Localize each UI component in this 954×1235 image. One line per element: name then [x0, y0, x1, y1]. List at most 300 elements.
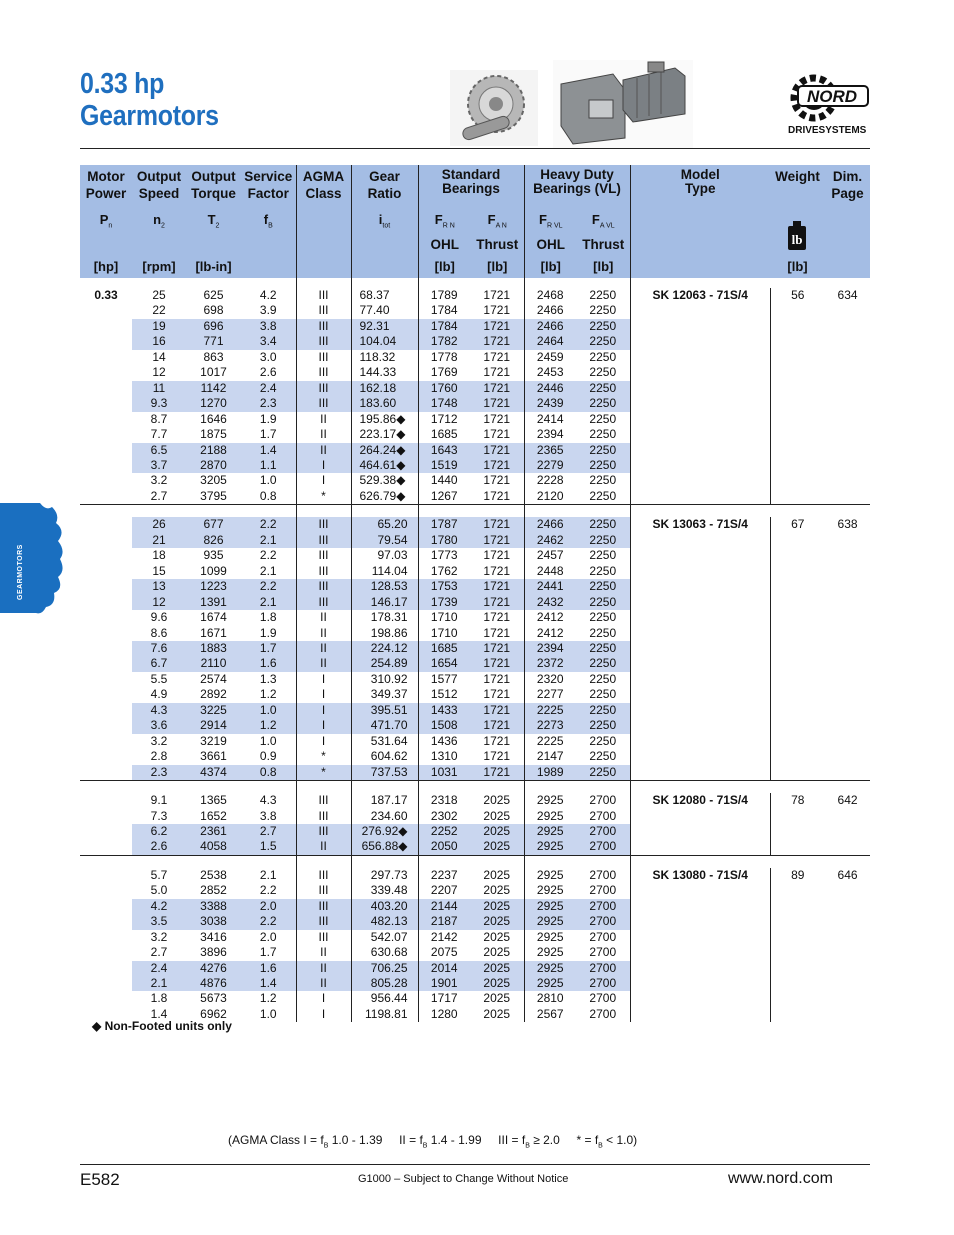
cell-output-torque: 1142: [186, 381, 241, 396]
cell-fan-thrust: 1721: [470, 656, 524, 671]
cell-model-type: [630, 656, 770, 671]
cell-model-type: [630, 824, 770, 839]
separator-cell: [351, 278, 418, 288]
cell-agma-class: II: [296, 945, 351, 960]
cell-agma-class: *: [296, 749, 351, 764]
cell-gear-ratio: 956.44: [351, 991, 418, 1006]
cell-output-speed: 5.5: [150, 671, 168, 686]
table-row: [80, 765, 870, 781]
cell-output-speed: 16: [132, 334, 186, 349]
cell-dim-page: [825, 427, 870, 442]
symbol-t2: [186, 212, 241, 230]
cell-dim-page: [825, 687, 870, 702]
cell-frvl-ohl: 2446: [524, 381, 576, 396]
cell-gear-ratio: 146.17: [351, 595, 418, 610]
cell-output-speed: 4.2: [132, 899, 186, 914]
cell-gear-ratio: 114.04: [351, 564, 418, 579]
cell-dim-page: [825, 824, 870, 839]
cell-service-factor: 3.4: [241, 334, 296, 349]
cell-weight: [770, 976, 825, 991]
cell-frn-ohl: 1762: [418, 564, 470, 579]
cell-weight: [770, 381, 825, 396]
cell-favl-thrust: 2250: [576, 718, 630, 733]
cell-gear-ratio: 349.37: [351, 687, 418, 702]
group-separator: [80, 855, 870, 868]
cell-fan-thrust: 2025: [470, 839, 524, 855]
cell-motor-power: [80, 824, 132, 839]
table-row: [80, 473, 870, 488]
cell-motor-power: [80, 809, 132, 824]
cell-gear-ratio: 339.48: [351, 883, 418, 898]
cell-agma-class: I: [296, 991, 351, 1006]
cell-service-factor: 0.9: [259, 749, 277, 764]
cell-gear-ratio: 104.04: [351, 334, 418, 349]
separator-cell: [576, 855, 630, 868]
cell-agma-class: I: [296, 687, 351, 702]
separator-cell: [351, 781, 418, 794]
cell-output-speed: 4.9: [150, 687, 168, 702]
cell-frvl-ohl: 2925: [524, 961, 576, 976]
cell-output-torque: 3205: [200, 473, 227, 488]
cell-agma-class: III: [296, 396, 351, 411]
symbol-text: f: [263, 212, 269, 227]
side-tab-label: GEARMOTORS: [17, 544, 24, 600]
page-title: [80, 68, 219, 132]
symbol-frn: [419, 212, 472, 230]
cell-motor-power: [80, 672, 132, 687]
cell-favl-thrust: 2700: [576, 914, 630, 929]
cell-service-factor: 1.9: [259, 625, 277, 640]
cell-favl-thrust: 2700: [589, 808, 617, 823]
cell-frvl-ohl: 1989: [524, 765, 576, 781]
cell-model-type: [630, 610, 770, 625]
cell-agma-class: III: [296, 365, 351, 380]
cell-service-factor: 1.1: [241, 458, 296, 473]
cell-gear-ratio: 805.28: [351, 976, 418, 991]
cell-gear-ratio: 178.31: [351, 610, 418, 625]
cell-gear-ratio: 77.40: [351, 303, 418, 318]
cell-output-speed: 1.4: [150, 1006, 168, 1021]
cell-output-torque: 2110: [186, 656, 241, 671]
cell-frvl-ohl: 2925: [524, 899, 576, 914]
cell-output-speed: 12: [152, 365, 166, 380]
separator-cell: [630, 505, 770, 518]
cell-service-factor: 1.9: [259, 411, 277, 426]
cell-frn-ohl: 1643: [418, 443, 470, 458]
cell-frn-ohl: 1784: [418, 303, 470, 318]
cell-service-factor: 2.1: [241, 533, 296, 548]
cell-model-type: [630, 626, 770, 641]
cell-model-type: [630, 365, 770, 380]
table-row: [80, 809, 870, 824]
cell-service-factor: 1.7: [259, 427, 277, 442]
cell-frn-ohl: 1512: [418, 687, 470, 702]
cell-weight: [770, 687, 825, 702]
cell-dim-page: [825, 473, 870, 488]
cell-output-speed: 2.7: [150, 488, 168, 503]
cell-frn-ohl: 1760: [418, 381, 470, 396]
cell-output-speed: 3.7: [132, 458, 186, 473]
cell-frvl-ohl: 2925: [524, 839, 576, 855]
cell-weight: [770, 718, 825, 733]
cell-output-torque: 3225: [186, 703, 241, 718]
header-text: Class: [305, 186, 342, 201]
symbol-sub: 2: [161, 222, 165, 230]
cell-agma-class: I: [296, 672, 351, 687]
table-row: [80, 930, 870, 945]
cell-gear-ratio: 198.86: [351, 626, 418, 641]
table-row: [80, 489, 870, 505]
separator-cell: [825, 278, 870, 288]
header-text: Type: [685, 181, 716, 196]
cell-model-type: [630, 945, 770, 960]
table-body: [80, 278, 870, 1022]
cell-frvl-ohl: 2466: [524, 303, 576, 318]
cell-weight: [770, 991, 825, 1006]
cell-motor-power: [80, 319, 132, 334]
cell-dim-page: [825, 610, 870, 625]
cell-weight: [770, 473, 825, 488]
separator-cell: [132, 278, 186, 288]
cell-favl-thrust: 2250: [576, 381, 630, 396]
cell-fan-thrust: 1721: [470, 458, 524, 473]
cell-dim-page: [825, 672, 870, 687]
cell-gear-ratio: 183.60: [351, 396, 418, 411]
cell-output-torque: 2914: [186, 718, 241, 733]
cell-weight: [770, 824, 825, 839]
cell-frn-ohl: 1901: [418, 976, 470, 991]
cell-service-factor: 1.2: [241, 718, 296, 733]
cell-service-factor: 1.7: [259, 945, 277, 960]
table-row: [80, 443, 870, 458]
symbol-text: F: [434, 212, 443, 227]
cell-output-torque: 3219: [200, 733, 227, 748]
cell-gear-ratio: 542.07: [351, 930, 418, 945]
header-text: Dim.: [832, 169, 863, 184]
header-text: Motor: [87, 169, 125, 184]
cell-weight: [770, 595, 825, 610]
cell-frvl-ohl: 2365: [524, 443, 576, 458]
cell-service-factor: 2.2: [241, 579, 296, 594]
separator-cell: [186, 855, 241, 868]
cell-fan-thrust: 2025: [483, 1006, 511, 1021]
header-standard-bearings: [418, 165, 524, 278]
cell-frvl-ohl: 2372: [524, 656, 576, 671]
cell-favl-thrust: 2250: [589, 488, 617, 503]
cell-output-speed: 3.2: [150, 929, 168, 944]
cell-agma-class: III: [296, 930, 351, 945]
cell-weight: [770, 734, 825, 749]
cell-frn-ohl: 1712: [418, 412, 470, 427]
cell-frn-ohl: 1748: [418, 396, 470, 411]
separator-cell: [470, 278, 524, 288]
cell-fan-thrust: 1721: [483, 473, 511, 488]
cell-fan-thrust: 2025: [483, 991, 511, 1006]
footer-url[interactable]: www.nord.com: [728, 1170, 833, 1187]
table-row: [80, 899, 870, 914]
cell-frvl-ohl: 2459: [524, 350, 576, 365]
cell-output-torque: 3416: [200, 929, 227, 944]
cell-service-factor: 1.6: [241, 656, 296, 671]
table-row: [80, 427, 870, 442]
cell-output-torque: 2188: [186, 443, 241, 458]
cell-output-torque: 2852: [200, 883, 227, 898]
cell-gear-ratio: 234.60: [351, 809, 418, 824]
separator-cell: [132, 505, 186, 518]
cell-gear-ratio: 65.20: [351, 517, 418, 532]
cell-weight: [770, 365, 825, 380]
cell-output-speed: 9.6: [150, 610, 168, 625]
cell-gear-ratio: 92.31: [351, 319, 418, 334]
cell-frvl-ohl: 2441: [524, 579, 576, 594]
cell-service-factor: 2.6: [259, 365, 277, 380]
separator-cell: [186, 505, 241, 518]
cell-output-speed: 2.7: [150, 945, 168, 960]
cell-weight: 56: [770, 288, 825, 303]
table-row: [80, 718, 870, 733]
cell-fan-thrust: 1721: [483, 427, 511, 442]
cell-output-speed: 14: [152, 349, 166, 364]
cell-fan-thrust: 2025: [483, 945, 511, 960]
cell-weight: 78: [770, 793, 825, 808]
cell-output-torque: 677: [186, 517, 241, 532]
table-row: [80, 672, 870, 687]
cell-gear-ratio: 195.86◆: [351, 412, 418, 427]
symbol-text: P: [99, 212, 109, 227]
cell-gear-ratio: 118.32: [351, 350, 418, 365]
cell-gear-ratio: 531.64: [351, 734, 418, 749]
cell-motor-power: [80, 961, 132, 976]
cell-service-factor: 3.8: [259, 808, 277, 823]
separator-cell: [470, 781, 524, 794]
cell-frn-ohl: 1789: [418, 288, 470, 303]
cell-agma-class: II: [296, 427, 351, 442]
cell-frvl-ohl: 2466: [524, 517, 576, 532]
cell-frvl-ohl: 2464: [524, 334, 576, 349]
cell-dim-page: [825, 626, 870, 641]
cell-model-type: SK 13063 - 71S/4: [630, 517, 770, 532]
cell-service-factor: 2.3: [241, 396, 296, 411]
cell-output-torque: 3896: [200, 945, 227, 960]
cell-gear-ratio: 276.92◆: [351, 824, 418, 839]
separator-cell: [186, 781, 241, 794]
cell-dim-page: [825, 365, 870, 380]
cell-favl-thrust: 2250: [576, 703, 630, 718]
cell-favl-thrust: 2250: [576, 396, 630, 411]
cell-favl-thrust: 2250: [589, 427, 617, 442]
cell-favl-thrust: 2250: [589, 548, 617, 563]
cell-model-type: [630, 473, 770, 488]
cell-model-type: [630, 839, 770, 855]
cell-frn-ohl: 1739: [418, 595, 470, 610]
separator-cell: [524, 505, 576, 518]
separator-cell: [576, 505, 630, 518]
cell-gear-ratio: 79.54: [351, 533, 418, 548]
cell-gear-ratio: 297.73: [351, 868, 418, 883]
table-row: [80, 687, 870, 702]
cell-output-speed: 21: [132, 533, 186, 548]
cell-favl-thrust: 2250: [589, 349, 617, 364]
cell-output-torque: 1671: [200, 625, 227, 640]
cell-output-speed: 8.6: [150, 625, 168, 640]
cell-output-speed: 19: [132, 319, 186, 334]
separator-cell: [80, 505, 132, 518]
cell-motor-power: [80, 396, 132, 411]
header-heavy-duty-bearings: [524, 165, 630, 278]
cell-model-type: [630, 334, 770, 349]
cell-frvl-ohl: 2279: [524, 458, 576, 473]
cell-motor-power: [80, 914, 132, 929]
cell-frvl-ohl: 2457: [524, 548, 576, 563]
cell-fan-thrust: 1721: [470, 319, 524, 334]
cell-output-speed: 2.3: [132, 765, 186, 781]
legend-text: * = f: [576, 1133, 599, 1147]
cell-frvl-ohl: 2412: [524, 610, 576, 625]
cell-agma-class: III: [296, 579, 351, 594]
cell-frvl-ohl: 2925: [524, 883, 576, 898]
separator-cell: [296, 278, 351, 288]
cell-agma-class: II: [296, 961, 351, 976]
cell-motor-power: [80, 703, 132, 718]
separator-cell: [825, 781, 870, 794]
cell-service-factor: 1.0: [259, 473, 277, 488]
cell-motor-power: [80, 734, 132, 749]
cell-frn-ohl: 1577: [418, 672, 470, 687]
cell-frvl-ohl: 2925: [524, 824, 576, 839]
legend-text: < 1.0): [602, 1133, 638, 1147]
separator-cell: [80, 781, 132, 794]
cell-agma-class: *: [296, 765, 351, 781]
cell-output-torque: 698: [203, 303, 224, 318]
cell-output-speed: 25: [152, 288, 166, 302]
cell-service-factor: 2.1: [259, 867, 277, 882]
cell-agma-class: III: [296, 319, 351, 334]
cell-dim-page: [825, 930, 870, 945]
cell-output-speed: 6.7: [132, 656, 186, 671]
cell-frn-ohl: 2302: [418, 809, 470, 824]
symbol-sub: tot: [382, 222, 391, 230]
cell-service-factor: 3.9: [259, 303, 277, 318]
header-text: Standard: [441, 167, 501, 182]
cell-gear-ratio: 626.79◆: [351, 489, 418, 505]
symbol-n2: [132, 212, 186, 230]
cell-model-type: [630, 809, 770, 824]
cell-service-factor: 1.0: [259, 733, 277, 748]
cell-output-torque: 5673: [200, 991, 227, 1006]
cell-model-type: [630, 489, 770, 505]
table-row: [80, 961, 870, 976]
table-row: [80, 396, 870, 411]
cell-weight: [770, 427, 825, 442]
cell-output-speed: 7.6: [132, 641, 186, 656]
cell-dim-page: [825, 749, 870, 764]
cell-gear-ratio: 162.18: [351, 381, 418, 396]
label-thrust: Thrust: [582, 237, 625, 252]
separator-cell: [132, 855, 186, 868]
cell-weight: [770, 672, 825, 687]
table-row: [80, 319, 870, 334]
cell-motor-power: [80, 945, 132, 960]
cell-frvl-ohl: 2225: [524, 734, 576, 749]
cell-output-torque: 4876: [186, 976, 241, 991]
cell-frn-ohl: 2252: [418, 824, 470, 839]
cell-motor-power: [80, 548, 132, 563]
cell-frvl-ohl: 2394: [524, 641, 576, 656]
header-text: Page: [831, 186, 864, 201]
table-row: [80, 656, 870, 671]
cell-fan-thrust: 2025: [483, 929, 511, 944]
cell-fan-thrust: 2025: [470, 976, 524, 991]
cell-output-speed: 7.7: [150, 427, 168, 442]
symbol-text: F: [487, 212, 496, 227]
cell-frn-ohl: 1685: [418, 641, 470, 656]
cell-weight: [770, 533, 825, 548]
separator-cell: [524, 278, 576, 288]
cell-fan-thrust: 1721: [483, 488, 511, 503]
separator-cell: [770, 855, 825, 868]
cell-agma-class: III: [296, 899, 351, 914]
separator-cell: [241, 781, 296, 794]
cell-model-type: [630, 458, 770, 473]
cell-output-torque: 6962: [200, 1006, 227, 1021]
cell-output-speed: 3.2: [150, 733, 168, 748]
cell-output-speed: 9.3: [132, 396, 186, 411]
cell-frn-ohl: 1433: [418, 703, 470, 718]
cell-gear-ratio: 464.61◆: [351, 458, 418, 473]
symbol-sub: R VL: [546, 222, 563, 230]
legend-text: II = f: [399, 1133, 423, 1147]
cell-dim-page: [825, 564, 870, 579]
separator-cell: [351, 505, 418, 518]
unit-lb-in: [lb-in]: [195, 259, 232, 274]
bottom-rule: [80, 1164, 870, 1165]
cell-output-torque: 1652: [200, 808, 227, 823]
legend-sub: B: [598, 1142, 603, 1150]
cell-output-torque: 935: [203, 548, 224, 563]
table-row: [80, 839, 870, 855]
cell-output-torque: 1674: [200, 610, 227, 625]
cell-motor-power: [80, 899, 132, 914]
cell-motor-power: [80, 765, 132, 781]
cell-weight: [770, 914, 825, 929]
cell-favl-thrust: 2250: [576, 517, 630, 532]
cell-model-type: [630, 991, 770, 1006]
cell-fan-thrust: 1721: [470, 443, 524, 458]
header-dim-page: [825, 165, 870, 278]
cell-dim-page: 634: [837, 288, 858, 302]
cell-agma-class: III: [296, 824, 351, 839]
header-text: Model: [680, 167, 720, 182]
cell-dim-page: [825, 533, 870, 548]
cell-motor-power: [80, 793, 132, 808]
cell-agma-class: II: [296, 839, 351, 855]
legend-sub: B: [525, 1142, 530, 1150]
cell-favl-thrust: 2250: [589, 749, 617, 764]
separator-cell: [418, 855, 470, 868]
cell-weight: [770, 548, 825, 563]
cell-frvl-ohl: 2567: [524, 1007, 576, 1022]
cell-dim-page: [825, 976, 870, 991]
cell-frn-ohl: 1710: [418, 626, 470, 641]
cell-model-type: [630, 672, 770, 687]
cell-favl-thrust: 2250: [576, 579, 630, 594]
cell-service-factor: 4.2: [259, 288, 277, 302]
cell-output-torque: 1883: [186, 641, 241, 656]
cell-gear-ratio: 656.88◆: [351, 839, 418, 855]
logo-subtitle: DRIVESYSTEMS: [788, 125, 867, 136]
separator-cell: [418, 278, 470, 288]
header-text: Speed: [138, 186, 180, 201]
